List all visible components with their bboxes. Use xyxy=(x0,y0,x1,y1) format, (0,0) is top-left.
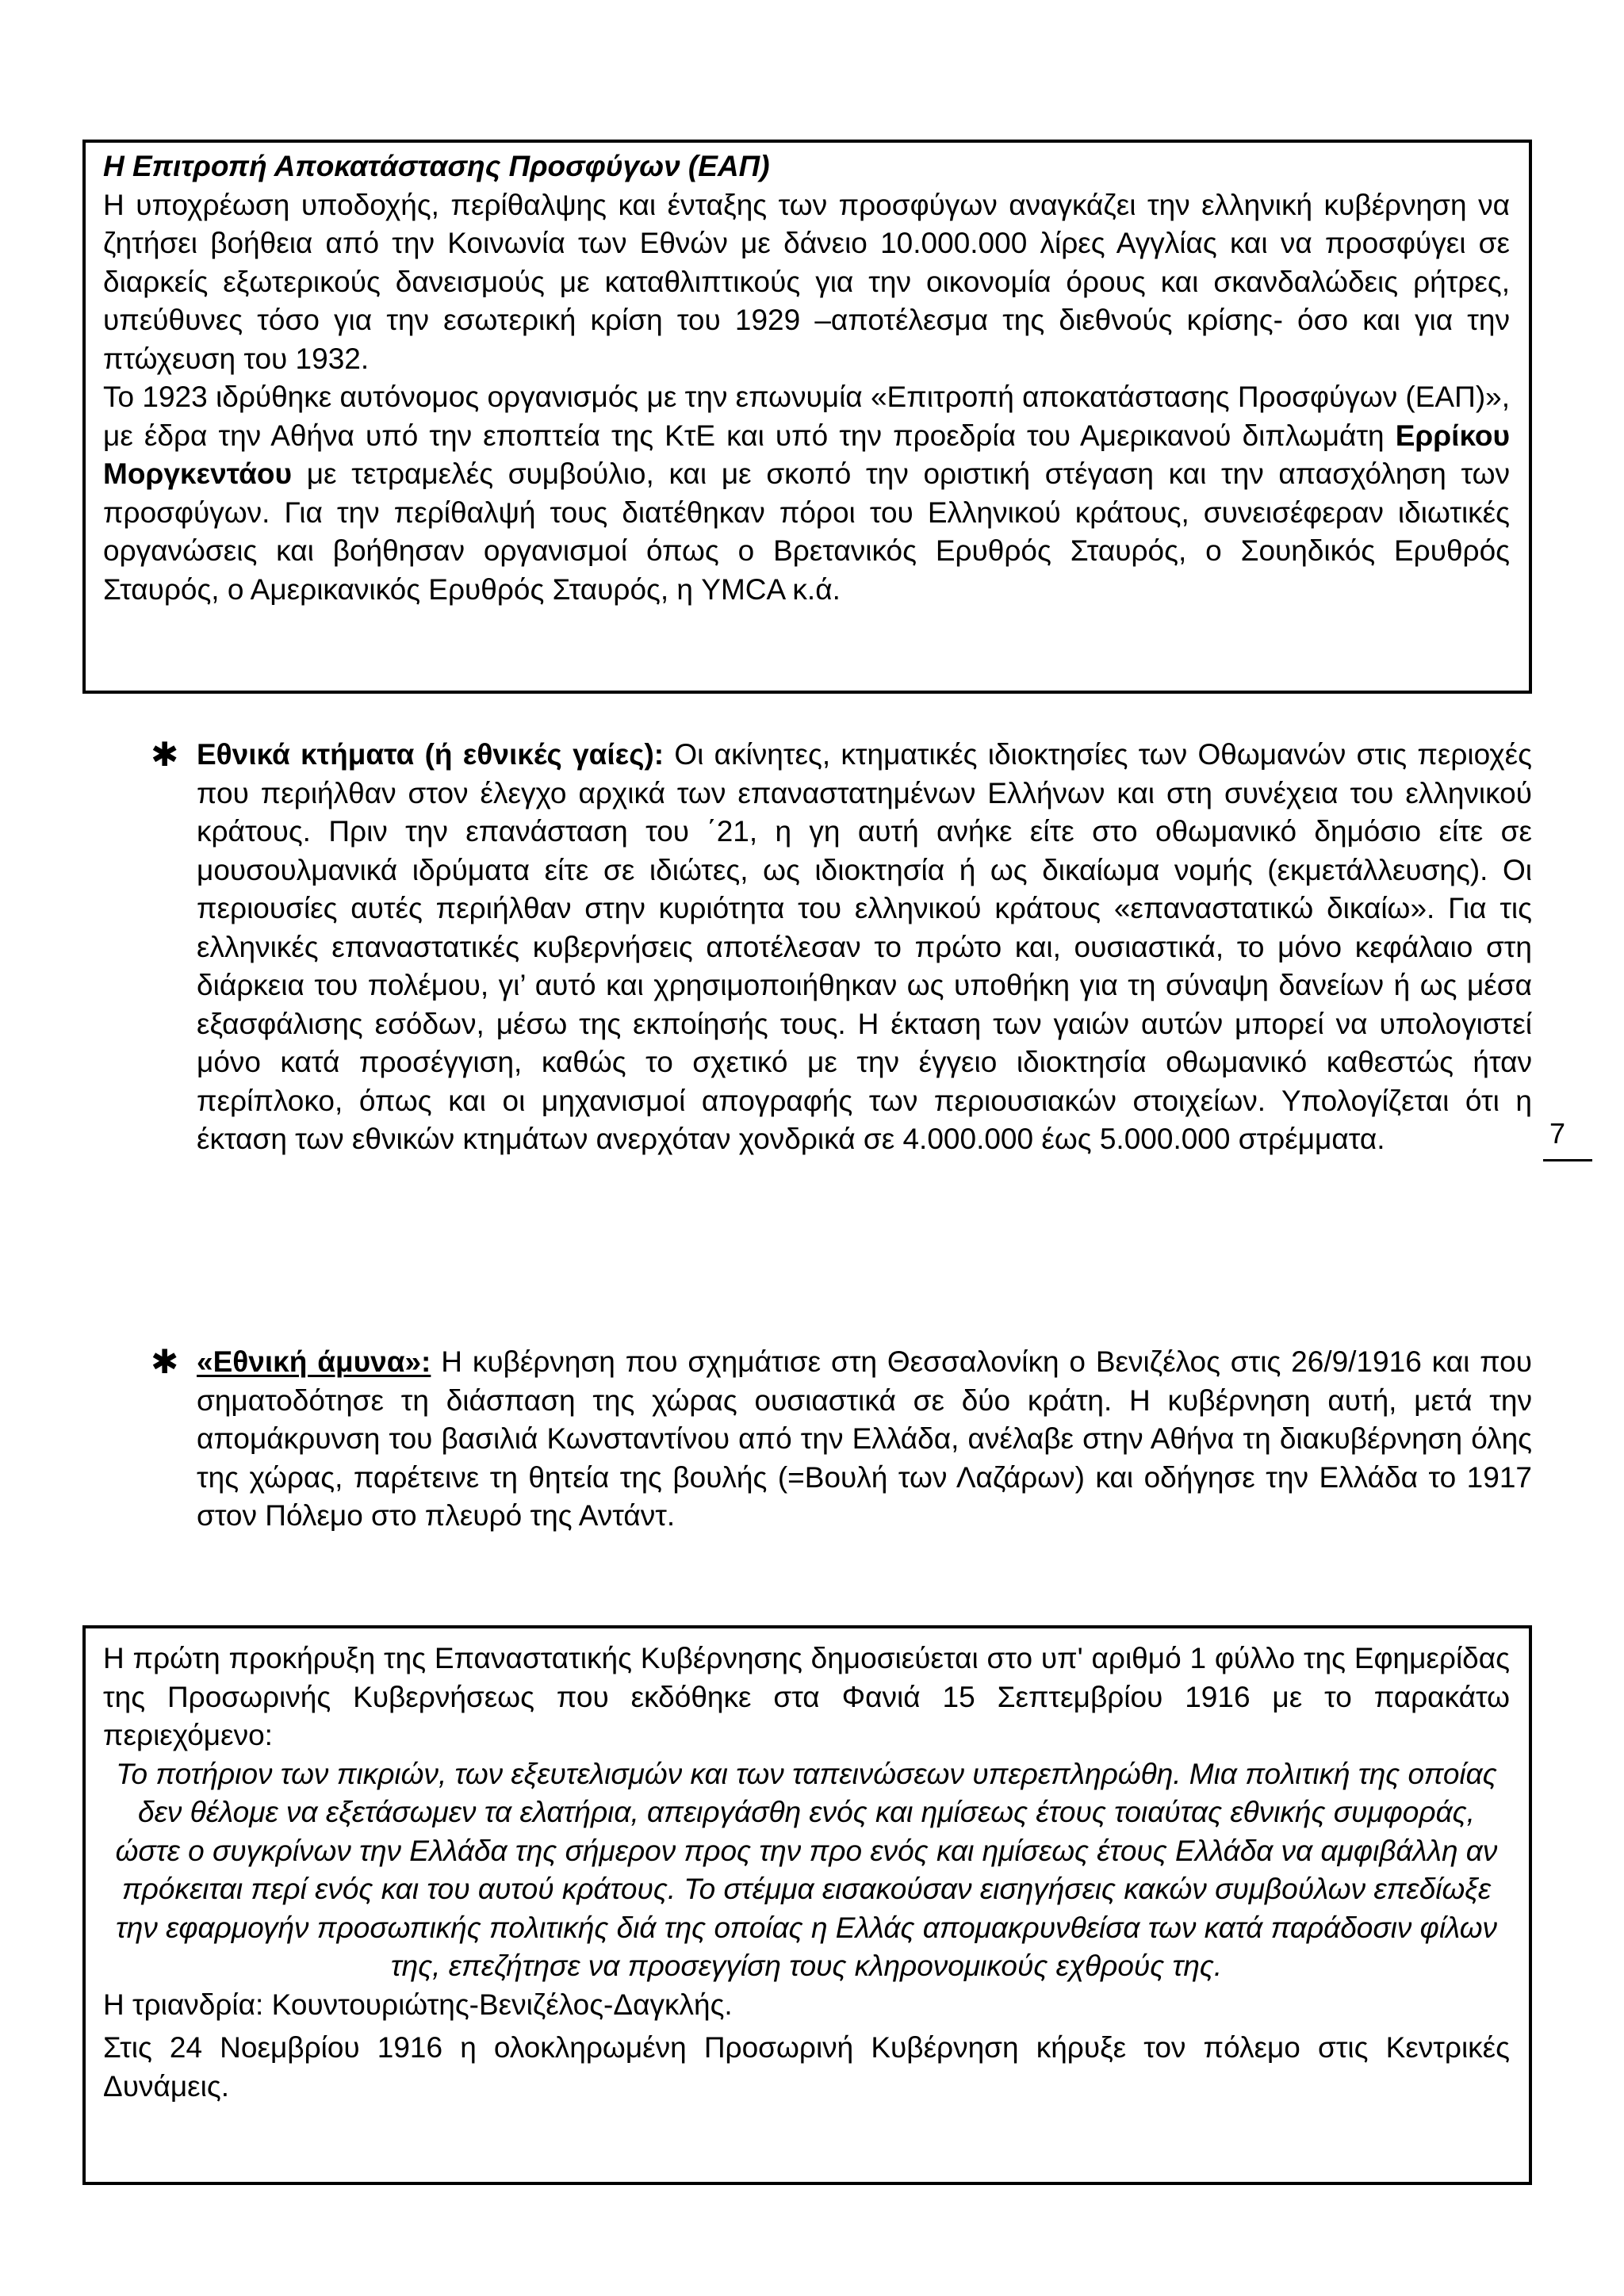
eap-paragraph-2-text-b: με τετραμελές συμβούλιο, και με σκοπό την οριστική στέγαση και την απασχόληση των προσφύγων. Για την περίθαλψή τους διατέθηκαν πόροι του Ελληνικού κράτους, συνεισέφεραν ιδιωτικές οργανώσεις και βοήθησαν οργανισμοί όπως ο Βρετανικός Ερυθρός Σταυρός, ο Σουηδικός Ερυθρός Σταυρός, ο Αμερικανικός Ερυθρός Σταυρός, η YMCA κ.ά. xyxy=(103,457,1510,606)
glossary-text xyxy=(197,736,1532,1159)
glossary-item-national-estates xyxy=(152,736,1532,1159)
page-number-rule xyxy=(1543,1159,1592,1161)
page-number: 7 xyxy=(1549,1117,1566,1150)
glossary-definition: Η κυβέρνηση που σχημάτισε στη Θεσσαλονίκη ο Βενιζέλος στις 26/9/1916 και που σηματοδότησε τη διάσπαση της χώρας ουσιαστικά σε δύο κράτη. Η κυβέρνηση αυτή, μετά την απομάκρυνση του βασιλιά Κωνσταντίνου από την Ελλάδα, ανέλαβε στην Αθήνα τη διακυβέρνηση όλης της χώρας, παρέτεινε τη θητεία της βουλής (=Βουλή των Λαζάρων) και οδήγησε την Ελλάδα το 1917 στον Πόλεμο στο πλευρό της Αντάντ. xyxy=(197,1345,1532,1532)
triumvirate-line: Η τριανδρία: Κουντουριώτης-Βενιζέλος-Δαγκλής. xyxy=(103,1988,733,2021)
eap-info-box xyxy=(82,140,1532,694)
glossary-term: Εθνικά κτήματα (ή εθνικές γαίες): xyxy=(197,738,665,771)
glossary-text xyxy=(197,1343,1532,1536)
glossary-item-national-defence xyxy=(152,1343,1532,1536)
proclamation-quote: Το ποτήριον των πικριών, των εξευτελισμών και των ταπεινώσεων υπερεπληρώθη. Μια πολιτική της οποίας δεν θέλομε να εξετάσωμεν τα ελατήρια, απειργάσθη ενός και ημίσεως έτους τοιαύτας εθνικής συμφοράς, ώστε ο συγκρίνων την Ελλάδα της σήμερον προς την προ ενός και ημίσεως έτους Ελλάδα να αμφιβάλλη αν πρόκειται περί ενός και του αυτού κράτους. Το στέμμα εισακούσαν εισηγήσεις κακών συμβούλων επεδίωξε την εφαρμογήν προσωπικής πολιτικής διά της οποίας η Ελλάς απομακρυνθείσα των κατά παράδοσιν φίλων της, επεζήτησε να προσεγγίση τους κληρονομικούς εχθρούς της. xyxy=(115,1757,1498,1982)
glossary-term: «Εθνική άμυνα»: xyxy=(197,1345,431,1378)
eap-box-title: Η Επιτροπή Αποκατάστασης Προσφύγων (ΕΑΠ) xyxy=(103,150,770,182)
eap-paragraph-2 xyxy=(103,378,1510,609)
morgenthau-name: Ερρίκου Μοργκεντάου xyxy=(103,419,1510,490)
asterisk-bullet-icon: ✱ xyxy=(151,736,179,773)
eap-paragraph-2-text-a: Το 1923 ιδρύθηκε αυτόνομος οργανισμός με την επωνυμία «Επιτροπή αποκατάστασης Προσφύγων (ΕΑΠ)», με έδρα την Αθήνα υπό την εποπτεία της ΚτΕ και υπό την προεδρία του Αμερικανού διπλωμάτη xyxy=(103,381,1510,452)
proclamation-intro: Η πρώτη προκήρυξη της Επαναστατικής Κυβέρνησης δημοσιεύεται στο υπ' αριθμό 1 φύλλο της Εφημερίδας της Προσωρινής Κυβερνήσεως που εκδόθηκε στα Φανιά 15 Σεπτεμβρίου 1916 με το παρακάτω περιεχόμενο: xyxy=(103,1642,1510,1751)
war-declaration-line: Στις 24 Νοεμβρίου 1916 η ολοκληρωμένη Προσωρινή Κυβέρνηση κήρυξε τον πόλεμο στις Κεντρικές Δυνάμεις. xyxy=(103,2031,1510,2103)
eap-paragraph-1: Η υποχρέωση υποδοχής, περίθαλψης και ένταξης των προσφύγων αναγκάζει την ελληνική κυβέρνηση να ζητήσει βοήθεια από την Κοινωνία των Εθνών με δάνειο 10.000.000 λίρες Αγγλίας και να προσφύγει σε διαρκείς εξωτερικούς δανεισμούς με καταθλιπτικούς για την οικονομία όρους και σκανδαλώδεις ρήτρες, υπεύθυνες τόσο για την εσωτερική κρίση του 1929 –αποτέλεσμα της διεθνούς κρίσης- όσο και για την πτώχευση του 1932. xyxy=(103,188,1510,375)
proclamation-box xyxy=(82,1625,1532,2185)
asterisk-bullet-icon: ✱ xyxy=(151,1343,179,1380)
glossary-definition: Οι ακίνητες, κτηματικές ιδιοκτησίες των Οθωμανών στις περιοχές που περιήλθαν στον έλεγχο αρχικά των επαναστατημένων Ελλήνων και στη συνέχεια του ελληνικού κράτους. Πριν την επανάσταση του ΄21, η γη αυτή ανήκε είτε στο οθωμανικό δημόσιο είτε σε μουσουλμανικά ιδρύματα είτε σε ιδιώτες, ως ιδιοκτησία ή ως δικαίωμα νομής (εκμετάλλευσης). Οι περιουσίες αυτές περιήλθαν στην κυριότητα του ελληνικού κράτους «επαναστατικώ δικαίω». Για τις ελληνικές επαναστατικές κυβερνήσεις αποτέλεσαν το πρώτο και, ουσιαστικά, το μόνο κεφάλαιο στη διάρκεια του πολέμου, γι’ αυτό και χρησιμοποιήθηκαν ως υποθήκη για τη σύναψη δανείων ή ως μέσα εξασφάλισης εσόδων, μέσω της εκποίησής τους. Η έκταση των γαιών αυτών μπορεί να υπολογιστεί μόνο κατά προσέγγιση, καθώς το σχετικό με την έγγειο ιδιοκτησία οθωμανικό καθεστώς ήταν περίπλοκο, όπως και οι μηχανισμοί απογραφής των περιουσιακών στοιχείων. Υπολογίζεται ότι η έκταση των εθνικών κτημάτων ανερχόταν χονδρικά σε 4.000.000 έως 5.000.000 στρέμματα. xyxy=(197,738,1532,1155)
